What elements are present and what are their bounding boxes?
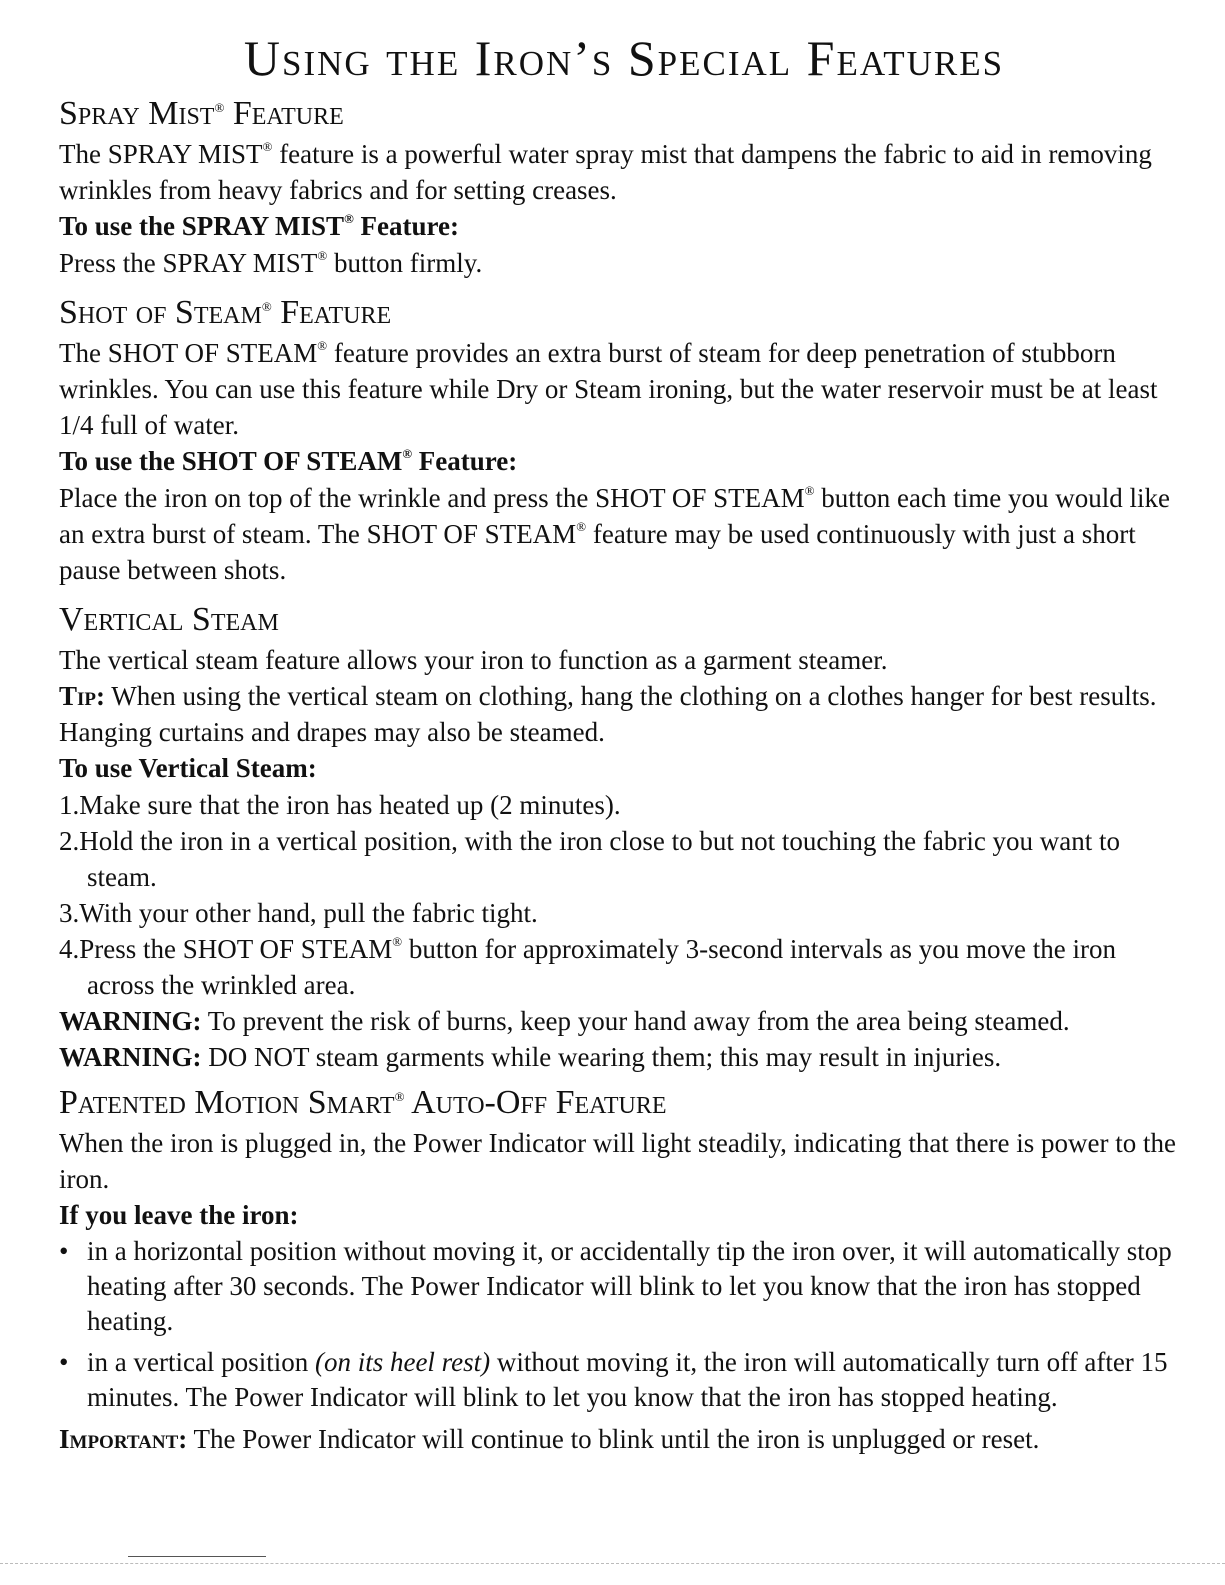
- spray-mist-heading: Spray Mist® Feature: [59, 95, 344, 132]
- page-edge-divider: [0, 1563, 1225, 1564]
- step-item: 3.With your other hand, pull the fabric tight.: [59, 898, 538, 928]
- shot-of-steam-section: [59, 291, 1189, 588]
- tip-paragraph: Tip: When using the vertical steam on clothing, hang the clothing on a clothes hanger for best results. Hanging curtains and drapes may also be steamed.: [59, 681, 1157, 747]
- important-note: Important: The Power Indicator will continue to blink until the iron is unplugged or reset.: [59, 1424, 1040, 1454]
- bullet-icon: •: [59, 1236, 69, 1266]
- spray-mist-description: The SPRAY MIST® feature is a powerful water spray mist that dampens the fabric to aid in removing wrinkles from heavy fabrics and for setting creases.: [59, 139, 1152, 205]
- shot-of-steam-heading: Shot of Steam® Feature: [59, 294, 392, 331]
- spray-mist-subheading: To use the SPRAY MIST® Feature:: [59, 211, 460, 241]
- warning-burns: WARNING: To prevent the risk of burns, keep your hand away from the area being steamed.: [59, 1006, 1070, 1036]
- list-item: • in a vertical position (on its heel rest) without moving it, the iron will automatically turn off after 15 minutes. The Power Indicator will blink to let you know that the iron has stopped heating.: [59, 1347, 1168, 1412]
- footer-rule: [128, 1556, 266, 1557]
- bullet-icon: •: [59, 1347, 69, 1377]
- auto-off-section: [59, 1081, 1189, 1457]
- step-item: 2.Hold the iron in a vertical position, with the iron close to but not touching the fabric you want to steam.: [59, 826, 1121, 892]
- auto-off-heading: Patented Motion Smart® Auto-Off Feature: [59, 1084, 667, 1121]
- vertical-steam-heading: Vertical Steam: [59, 601, 279, 638]
- auto-off-subheading: If you leave the iron:: [59, 1200, 299, 1230]
- vertical-steam-subheading: To use Vertical Steam:: [59, 753, 317, 783]
- auto-off-description: When the iron is plugged in, the Power Indicator will light steadily, indicating that there is power to the iron.: [59, 1128, 1176, 1194]
- spray-mist-instruction: Press the SPRAY MIST® button firmly.: [59, 248, 483, 278]
- manual-page: [59, 28, 1189, 1457]
- shot-of-steam-instruction: Place the iron on top of the wrinkle and press the SHOT OF STEAM® button each time you would like an extra burst of steam. The SHOT OF STEAM® feature may be used continuously with just a short pause between shots.: [59, 483, 1170, 585]
- auto-off-bullets: [59, 1234, 1189, 1415]
- warning-label: WARNING:: [59, 1006, 202, 1036]
- warning-label: WARNING:: [59, 1042, 202, 1072]
- list-item: • in a horizontal position without moving it, or accidentally tip the iron over, it will automatically stop heating after 30 seconds. The Power Indicator will blink to let you know that the iron has stopped heating.: [59, 1236, 1172, 1336]
- vertical-steam-steps: [59, 787, 1189, 1003]
- important-label: Important:: [59, 1424, 188, 1454]
- spray-mist-section: [59, 92, 1189, 281]
- step-item: 4.Press the SHOT OF STEAM® button for approximately 3-second intervals as you move the iron across the wrinkled area.: [59, 934, 1116, 1000]
- shot-of-steam-subheading: To use the SHOT OF STEAM® Feature:: [59, 446, 518, 476]
- vertical-steam-section: [59, 598, 1189, 1075]
- tip-label: Tip:: [59, 681, 105, 711]
- vertical-steam-description: The vertical steam feature allows your iron to function as a garment steamer.: [59, 645, 888, 675]
- step-item: 1.Make sure that the iron has heated up (2 minutes).: [59, 790, 621, 820]
- page-title: Using the Iron’s Special Features: [243, 30, 1005, 86]
- warning-garments: WARNING: DO NOT steam garments while wearing them; this may result in injuries.: [59, 1042, 1002, 1072]
- shot-of-steam-description: The SHOT OF STEAM® feature provides an extra burst of steam for deep penetration of stubborn wrinkles. You can use this feature while Dry or Steam ironing, but the water reservoir must be at least 1/4 full of water.: [59, 338, 1158, 440]
